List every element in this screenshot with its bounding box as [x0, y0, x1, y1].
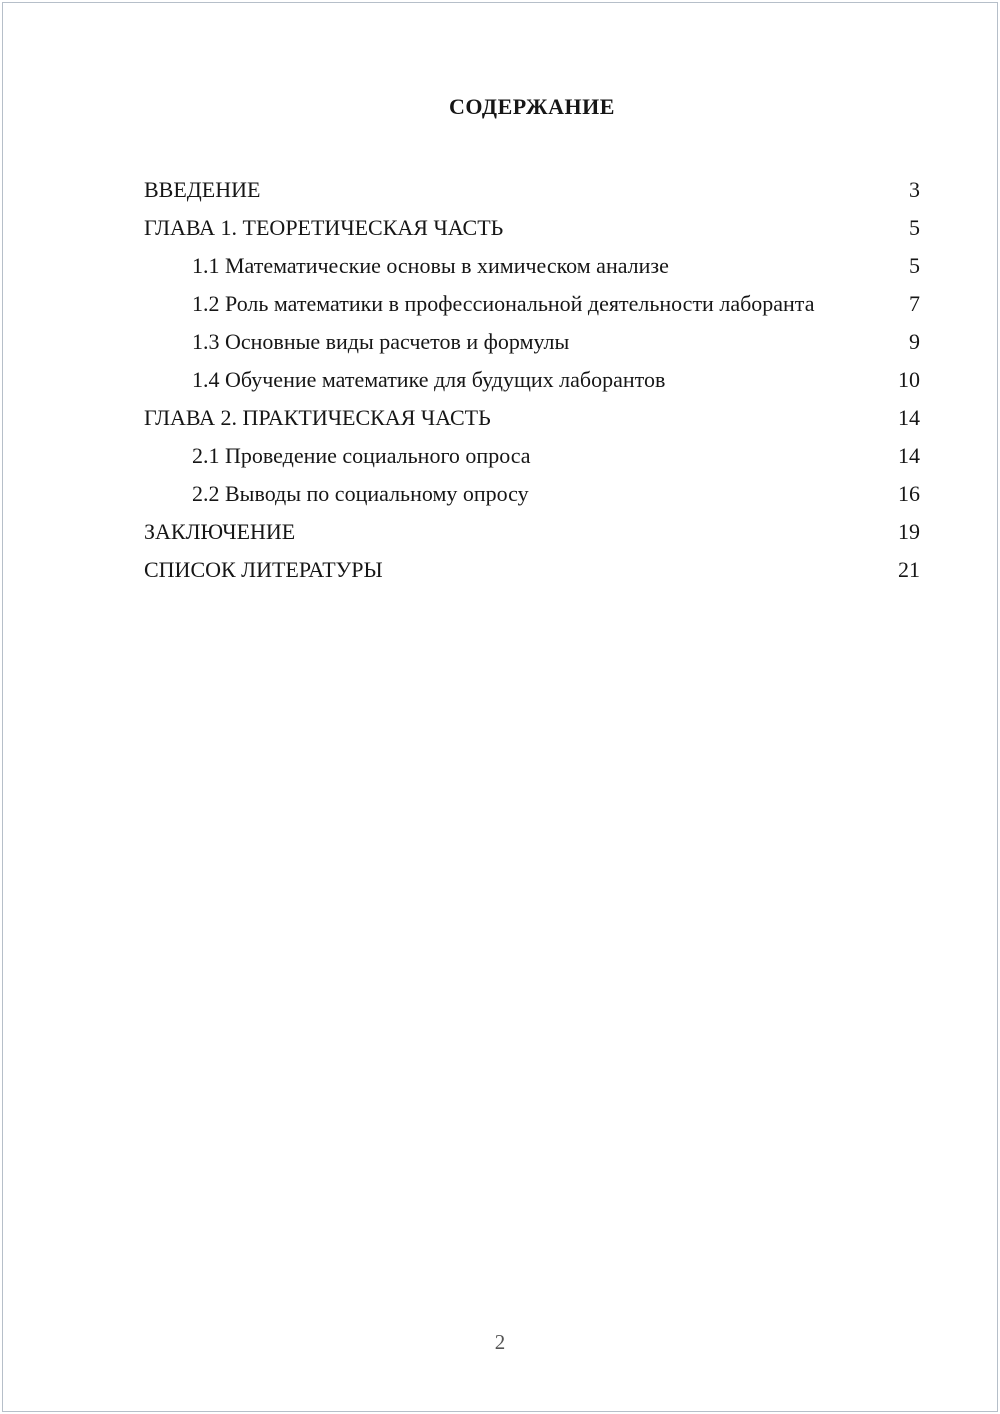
toc-entry-label: 1.1 Математические основы в химическом анализе: [192, 253, 669, 278]
toc-entry-page: 5: [909, 253, 920, 278]
toc-entry-label: ВВЕДЕНИЕ: [144, 177, 261, 202]
toc-entry: [144, 290, 920, 318]
toc-entry-page: 14: [898, 443, 920, 468]
toc-entry-label: СПИСОК ЛИТЕРАТУРЫ: [144, 557, 383, 582]
toc-entry-label: 1.3 Основные виды расчетов и формулы: [192, 329, 570, 354]
toc-entry-page: 10: [898, 367, 920, 392]
toc-entry-label: 1.4 Обучение математике для будущих лаборантов: [192, 367, 666, 392]
toc-entry: [144, 556, 920, 584]
toc-entry-page: 16: [898, 481, 920, 506]
toc-entry-label: 2.1 Проведение социального опроса: [192, 443, 531, 468]
toc-entry: [144, 328, 920, 356]
toc-entry-label: ЗАКЛЮЧЕНИЕ: [144, 519, 296, 544]
toc-entry-label: ГЛАВА 2. ПРАКТИЧЕСКАЯ ЧАСТЬ: [144, 405, 491, 430]
toc-entry-label: ГЛАВА 1. ТЕОРЕТИЧЕСКАЯ ЧАСТЬ: [144, 215, 504, 240]
toc-entry: [144, 252, 920, 280]
page-number: 2: [494, 1330, 506, 1354]
toc-entry-page: 9: [909, 329, 920, 354]
toc-entry-label: 2.2 Выводы по социальному опросу: [192, 481, 529, 506]
toc-entry: [144, 366, 920, 394]
toc-entry: [144, 480, 920, 508]
toc-entry-page: 7: [909, 291, 920, 316]
toc-entry: [144, 176, 920, 204]
toc-entry: [144, 214, 920, 242]
toc-entry-page: 19: [898, 519, 920, 544]
page-title: СОДЕРЖАНИЕ: [449, 94, 615, 119]
toc-entry: [144, 442, 920, 470]
toc-entry-label: 1.2 Роль математики в профессиональной деятельности лаборанта: [192, 291, 815, 316]
toc-entry: [144, 518, 920, 546]
toc-entry-page: 5: [909, 215, 920, 240]
toc-entry: [144, 404, 920, 432]
toc-entry-page: 14: [898, 405, 920, 430]
toc-list: [144, 176, 920, 584]
toc-page: [144, 94, 920, 584]
toc-entry-page: 3: [909, 177, 920, 202]
toc-entry-page: 21: [898, 557, 920, 582]
